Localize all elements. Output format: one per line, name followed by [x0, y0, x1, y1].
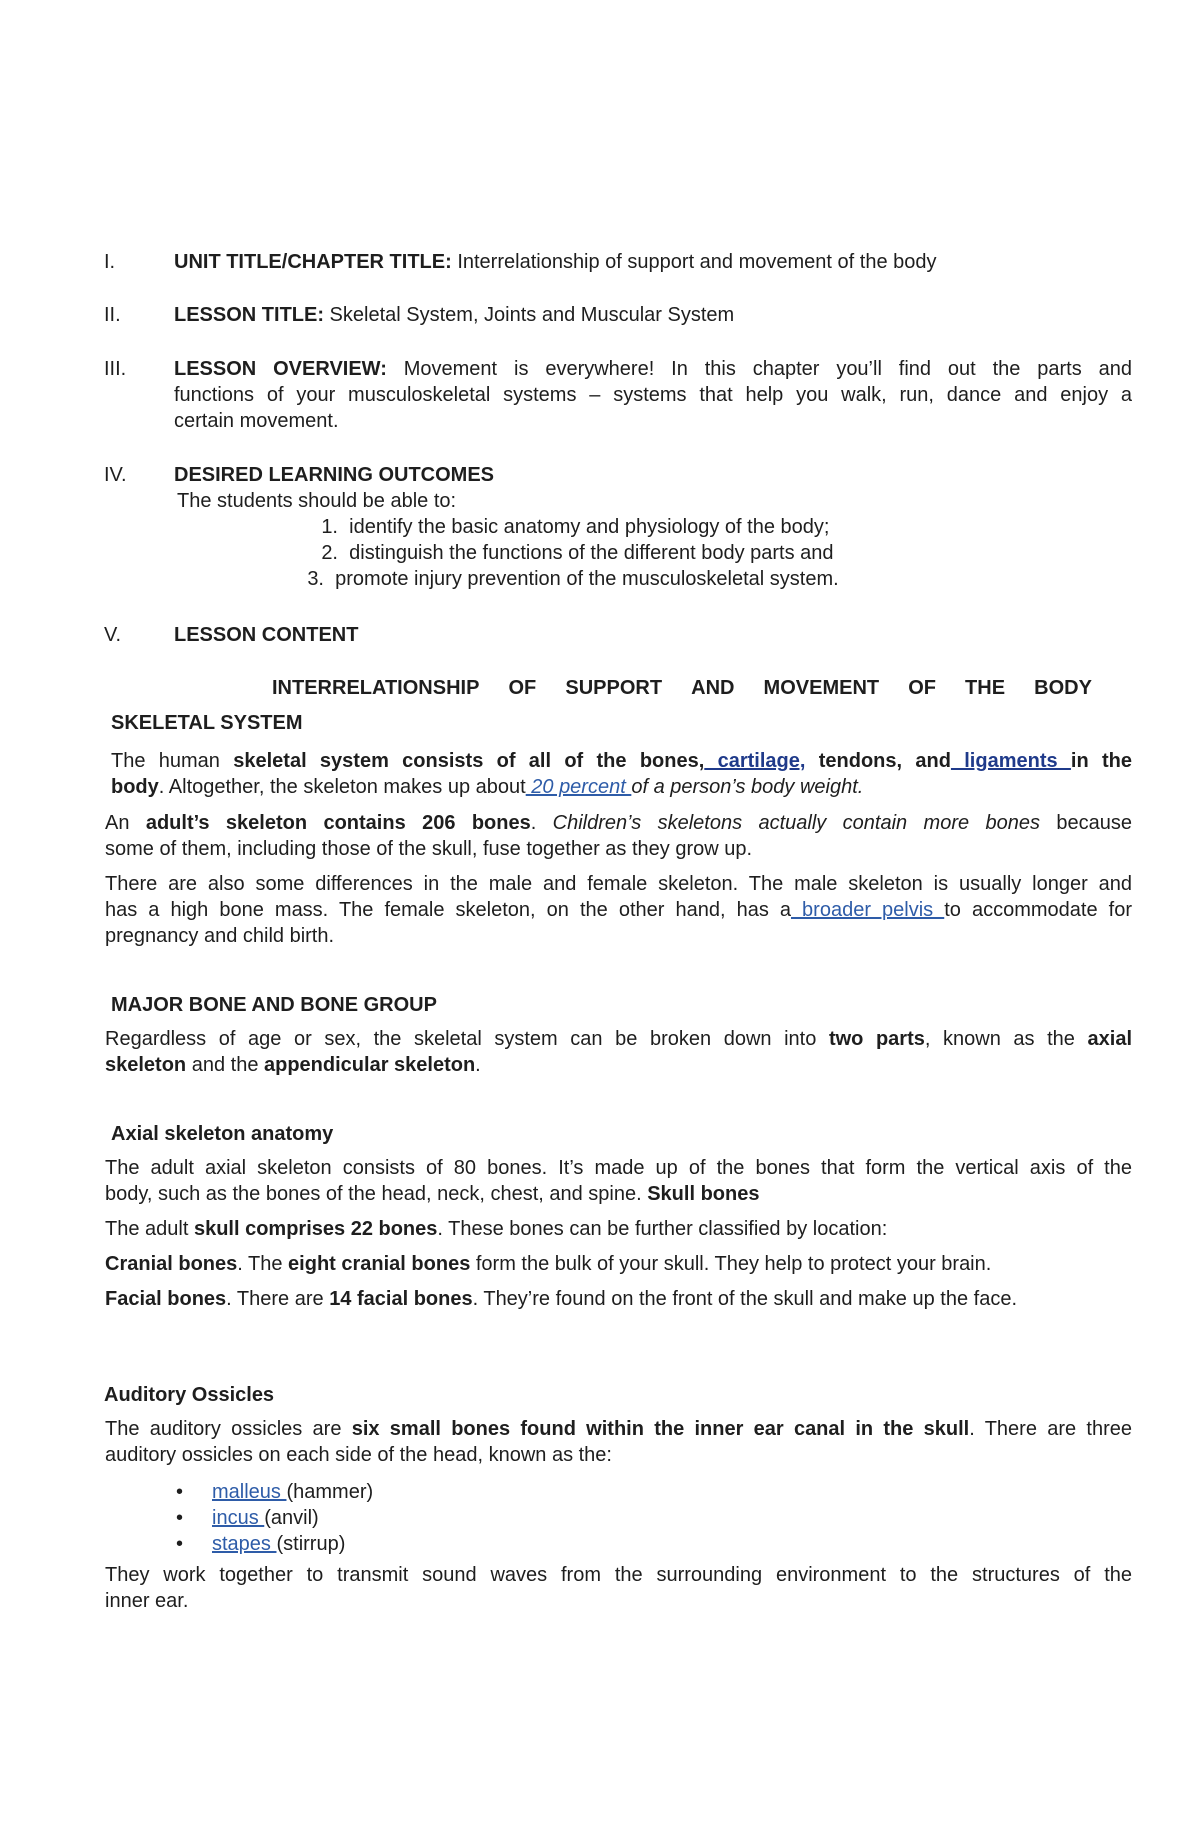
unit-title-label: UNIT TITLE/CHAPTER TITLE: [174, 251, 452, 273]
list-item [176, 1531, 345, 1557]
outcome-number-1: 1. [321, 516, 338, 538]
text-run-bold: skeletal system consists of all of the bones, [233, 750, 705, 772]
outcome-text-2: distinguish the functions of the different body parts and [349, 542, 834, 564]
bullet-icon: • [176, 1533, 184, 1555]
male-female-line-2 [105, 897, 1132, 923]
overview-text-1: Movement is everywhere! In this chapter you’ll find out the parts and [386, 358, 1132, 380]
main-heading-word: BODY [1034, 677, 1092, 699]
text-run: has a high bone mass. The female skeleton, on the other hand, has a [105, 899, 791, 921]
overview-line-3: certain movement. [174, 410, 339, 432]
outcome-text-1: identify the basic anatomy and physiology of the body; [349, 516, 830, 538]
text-run-bold: skull comprises 22 bones [193, 1218, 438, 1240]
main-heading-word: OF [508, 677, 537, 699]
skeletal-paragraph-line-1 [111, 748, 1132, 774]
axial-paragraph [105, 1155, 1132, 1207]
skeletal-system-heading: SKELETAL SYSTEM [111, 712, 303, 734]
text-run-bold: Cranial bones [105, 1253, 238, 1275]
axial-skeleton-heading: Axial skeleton anatomy [111, 1123, 334, 1145]
ligaments-link[interactable]: ligaments [950, 750, 1071, 772]
overview-label: LESSON OVERVIEW: [174, 358, 387, 380]
outcome-item-3 [302, 566, 839, 592]
text-run: . Altogether, the skeleton makes up about [158, 776, 526, 798]
male-female-paragraph [105, 871, 1132, 949]
broader-pelvis-link[interactable]: broader pelvis [791, 899, 945, 921]
adult-skeleton-line-2: some of them, including those of the skull, fuse together as they grow up. [105, 838, 753, 860]
text-run: form the bulk of your skull. They help to protect your brain. [470, 1253, 992, 1275]
outcome-item-2 [316, 540, 834, 566]
learning-outcomes-heading [174, 462, 1132, 488]
skeletal-paragraph-line-2 [111, 774, 1132, 800]
text-run: because [1039, 812, 1132, 834]
axial-line-2 [105, 1181, 1132, 1207]
outcome-text-3: promote injury prevention of the musculoskeletal system. [335, 568, 839, 590]
main-heading-word: SUPPORT [565, 677, 663, 699]
main-heading-word: INTERRELATIONSHIP [272, 677, 480, 699]
major-bone-heading: MAJOR BONE AND BONE GROUP [111, 994, 437, 1016]
text-run-bold: body [111, 776, 159, 798]
main-heading-word: OF [908, 677, 936, 699]
two-parts-line-1 [105, 1026, 1132, 1052]
main-heading-word: THE [965, 677, 1006, 699]
unit-title-text: Interrelationship of support and movement of the body [451, 251, 937, 273]
text-run-bold: Skull bones [647, 1183, 760, 1205]
learning-outcomes-label: DESIRED LEARNING OUTCOMES [174, 464, 495, 486]
auditory-paragraph [105, 1416, 1132, 1468]
text-run: to accommodate for [944, 899, 1132, 921]
male-female-line-1: There are also some differences in the male and female skeleton. The male skeleton is usually longer and [105, 873, 1132, 895]
text-run: . These bones can be further classified by location: [437, 1218, 888, 1240]
auditory-ossicles-heading: Auditory Ossicles [104, 1384, 275, 1406]
adult-skeleton-paragraph [105, 810, 1132, 862]
bullet-icon: • [176, 1507, 184, 1529]
lesson-title-line [174, 302, 1132, 328]
section-number-5: V. [104, 624, 122, 646]
main-heading [272, 675, 1092, 701]
text-run: and the [186, 1054, 264, 1076]
text-run-bold: appendicular skeleton [264, 1054, 476, 1076]
sound-waves-line-1: They work together to transmit sound waves from the surrounding environment to the structures of the [105, 1564, 1132, 1586]
text-run: . [530, 812, 553, 834]
axial-line-1: The adult axial skeleton consists of 80 bones. It’s made up of the bones that form the vertical axis of the [105, 1157, 1132, 1179]
stapes-link[interactable]: stapes [212, 1533, 277, 1555]
list-item [176, 1505, 319, 1531]
lesson-title-label: LESSON TITLE: [174, 304, 324, 326]
text-run-bold: adult’s skeleton contains 206 bones [145, 812, 531, 834]
outcome-item-1 [316, 514, 829, 540]
twenty-percent-link[interactable]: 20 percent [525, 776, 632, 798]
lesson-overview [174, 356, 1132, 434]
malleus-link[interactable]: malleus [212, 1481, 287, 1503]
section-number-2: II. [104, 304, 121, 326]
section-number-4: IV. [104, 464, 127, 486]
ossicle-text: (anvil) [264, 1507, 319, 1529]
skeletal-paragraph [111, 748, 1132, 800]
learning-outcomes-intro: The students should be able to: [177, 490, 457, 512]
overview-line-1 [174, 356, 1132, 382]
sound-waves-paragraph [105, 1562, 1132, 1614]
bullet-icon: • [176, 1481, 184, 1503]
sound-waves-line-2: inner ear. [105, 1590, 189, 1612]
text-run-bold: two parts [828, 1028, 925, 1050]
text-run-italic: Children’s skeletons actually contain more bones [552, 812, 1040, 834]
auditory-line-1 [105, 1416, 1132, 1442]
list-item [176, 1479, 373, 1505]
text-run-bold: skeleton [105, 1054, 187, 1076]
cranial-bones-paragraph [105, 1251, 1132, 1277]
lesson-title-text: Skeletal System, Joints and Muscular System [324, 304, 735, 326]
two-parts-line-2 [105, 1052, 1132, 1078]
main-heading-word: MOVEMENT [763, 677, 880, 699]
text-run: The auditory ossicles are [105, 1418, 352, 1440]
text-run-bold: eight cranial bones [288, 1253, 471, 1275]
ossicle-text: (stirrup) [276, 1533, 346, 1555]
text-run-bold: in the [1070, 750, 1133, 772]
text-run-bold: tendons, and [805, 750, 951, 772]
lesson-content-label: LESSON CONTENT [174, 624, 359, 646]
lesson-content-heading [174, 622, 1132, 648]
text-run: . There are [226, 1288, 330, 1310]
section-number-1: I. [104, 251, 116, 273]
outcome-number-3: 3. [307, 568, 324, 590]
text-run: , known as the [924, 1028, 1088, 1050]
overview-line-2: functions of your musculoskeletal systems – systems that help you walk, run, dance and enjoy a [174, 384, 1132, 406]
text-run-bold: axial [1087, 1028, 1132, 1050]
text-run-italic: of a person’s body weight. [631, 776, 864, 798]
male-female-line-3: pregnancy and child birth. [105, 925, 335, 947]
skull-paragraph [105, 1216, 1132, 1242]
text-run-bold: 14 facial bones [329, 1288, 473, 1310]
main-heading-word: AND [691, 677, 735, 699]
text-run: Regardless of age or sex, the skeletal system can be broken down into [105, 1028, 829, 1050]
section-number-3: III. [104, 358, 127, 380]
text-run: . There are three [969, 1418, 1132, 1440]
text-run: . They’re found on the front of the skull and make up the face. [472, 1288, 1018, 1310]
text-run: . [475, 1054, 481, 1076]
text-run: . The [237, 1253, 289, 1275]
ossicle-text: (hammer) [286, 1481, 374, 1503]
text-run-bold: Facial bones [105, 1288, 227, 1310]
text-run: The human [111, 750, 234, 772]
adult-skeleton-line-1 [105, 810, 1132, 836]
text-run-bold: six small bones found within the inner ear canal in the skull [351, 1418, 970, 1440]
facial-bones-paragraph [105, 1286, 1132, 1312]
incus-link[interactable]: incus [212, 1507, 265, 1529]
text-run: An [105, 812, 146, 834]
cartilage-link[interactable]: cartilage, [704, 750, 806, 772]
outcome-number-2: 2. [321, 542, 338, 564]
auditory-line-2: auditory ossicles on each side of the head, known as the: [105, 1444, 612, 1466]
text-run: body, such as the bones of the head, neck, chest, and spine. [105, 1183, 648, 1205]
two-parts-paragraph [105, 1026, 1132, 1078]
unit-title-line [174, 249, 1132, 275]
text-run: The adult [105, 1218, 194, 1240]
